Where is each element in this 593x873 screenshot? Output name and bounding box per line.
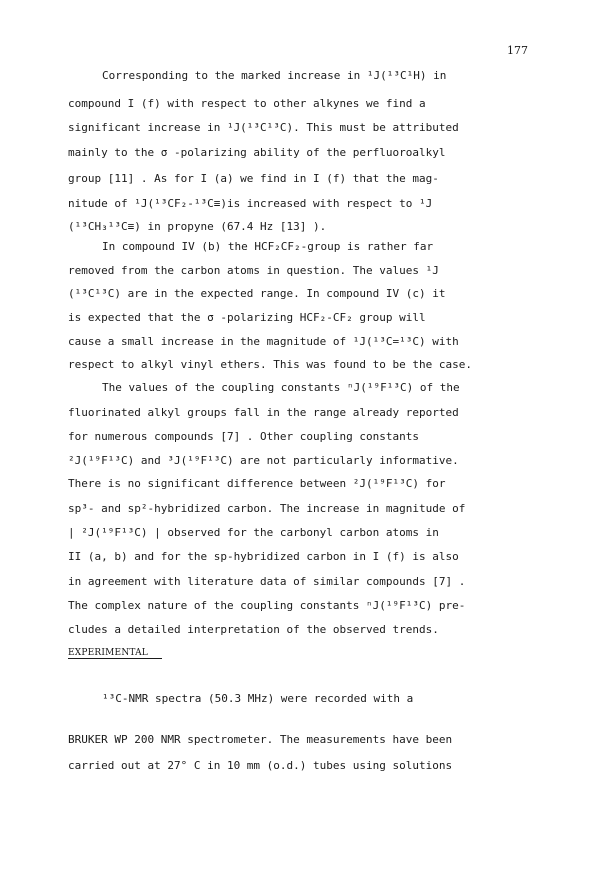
text-line: | ²J(¹⁹F¹³C) | observed for the carbonyl carbon atoms in: [68, 526, 439, 539]
text-line: ¹³C-NMR spectra (50.3 MHz) were recorded with a: [102, 692, 414, 705]
text-line: sp³- and sp²-hybridized carbon. The increase in magnitude of: [68, 502, 466, 515]
text-line: compound I (f) with respect to other alkynes we find a: [68, 97, 426, 110]
text-line: There is no significant difference between ²J(¹⁹F¹³C) for: [68, 477, 446, 490]
section-heading: EXPERIMENTAL: [68, 648, 162, 659]
text-line: respect to alkyl vinyl ethers. This was found to be the case.: [68, 358, 472, 371]
text-line: (¹³CH₃¹³C≡) in propyne (67.4 Hz [13] ).: [68, 220, 327, 233]
text-line: cause a small increase in the magnitude of ¹J(¹³C=¹³C) with: [68, 335, 459, 348]
text-line: nitude of ¹J(¹³CF₂-¹³C≡)is increased with respect to ¹J: [68, 197, 433, 210]
text-line: mainly to the σ -polarizing ability of the perfluoroalkyl: [68, 146, 446, 159]
text-line: The complex nature of the coupling constants ⁿJ(¹⁹F¹³C) pre-: [68, 599, 466, 612]
page-number: 177: [507, 44, 528, 57]
text-line: in agreement with literature data of similar compounds [7] .: [68, 575, 466, 588]
text-line: BRUKER WP 200 NMR spectrometer. The measurements have been: [68, 733, 453, 746]
text-line: carried out at 27° C in 10 mm (o.d.) tubes using solutions: [68, 759, 453, 772]
text-line: for numerous compounds [7] . Other coupling constants: [68, 430, 419, 443]
text-line: The values of the coupling constants ⁿJ(¹⁹F¹³C) of the: [102, 381, 460, 394]
text-line: removed from the carbon atoms in question. The values ¹J: [68, 264, 439, 277]
text-line: In compound IV (b) the HCF₂CF₂-group is rather far: [102, 240, 434, 253]
text-line: fluorinated alkyl groups fall in the range already reported: [68, 406, 459, 419]
text-line: cludes a detailed interpretation of the observed trends.: [68, 623, 439, 636]
text-line: group [11] . As for I (a) we find in I (f) that the mag-: [68, 172, 439, 185]
text-line: (¹³C¹³C) are in the expected range. In compound IV (c) it: [68, 287, 446, 300]
text-line: significant increase in ¹J(¹³C¹³C). This must be attributed: [68, 121, 459, 134]
text-line: Corresponding to the marked increase in ¹J(¹³C¹H) in: [102, 69, 447, 82]
text-line: is expected that the σ -polarizing HCF₂-CF₂ group will: [68, 311, 426, 324]
text-line: ²J(¹⁹F¹³C) and ³J(¹⁹F¹³C) are not particularly informative.: [68, 454, 459, 467]
text-line: II (a, b) and for the sp-hybridized carbon in I (f) is also: [68, 550, 459, 563]
